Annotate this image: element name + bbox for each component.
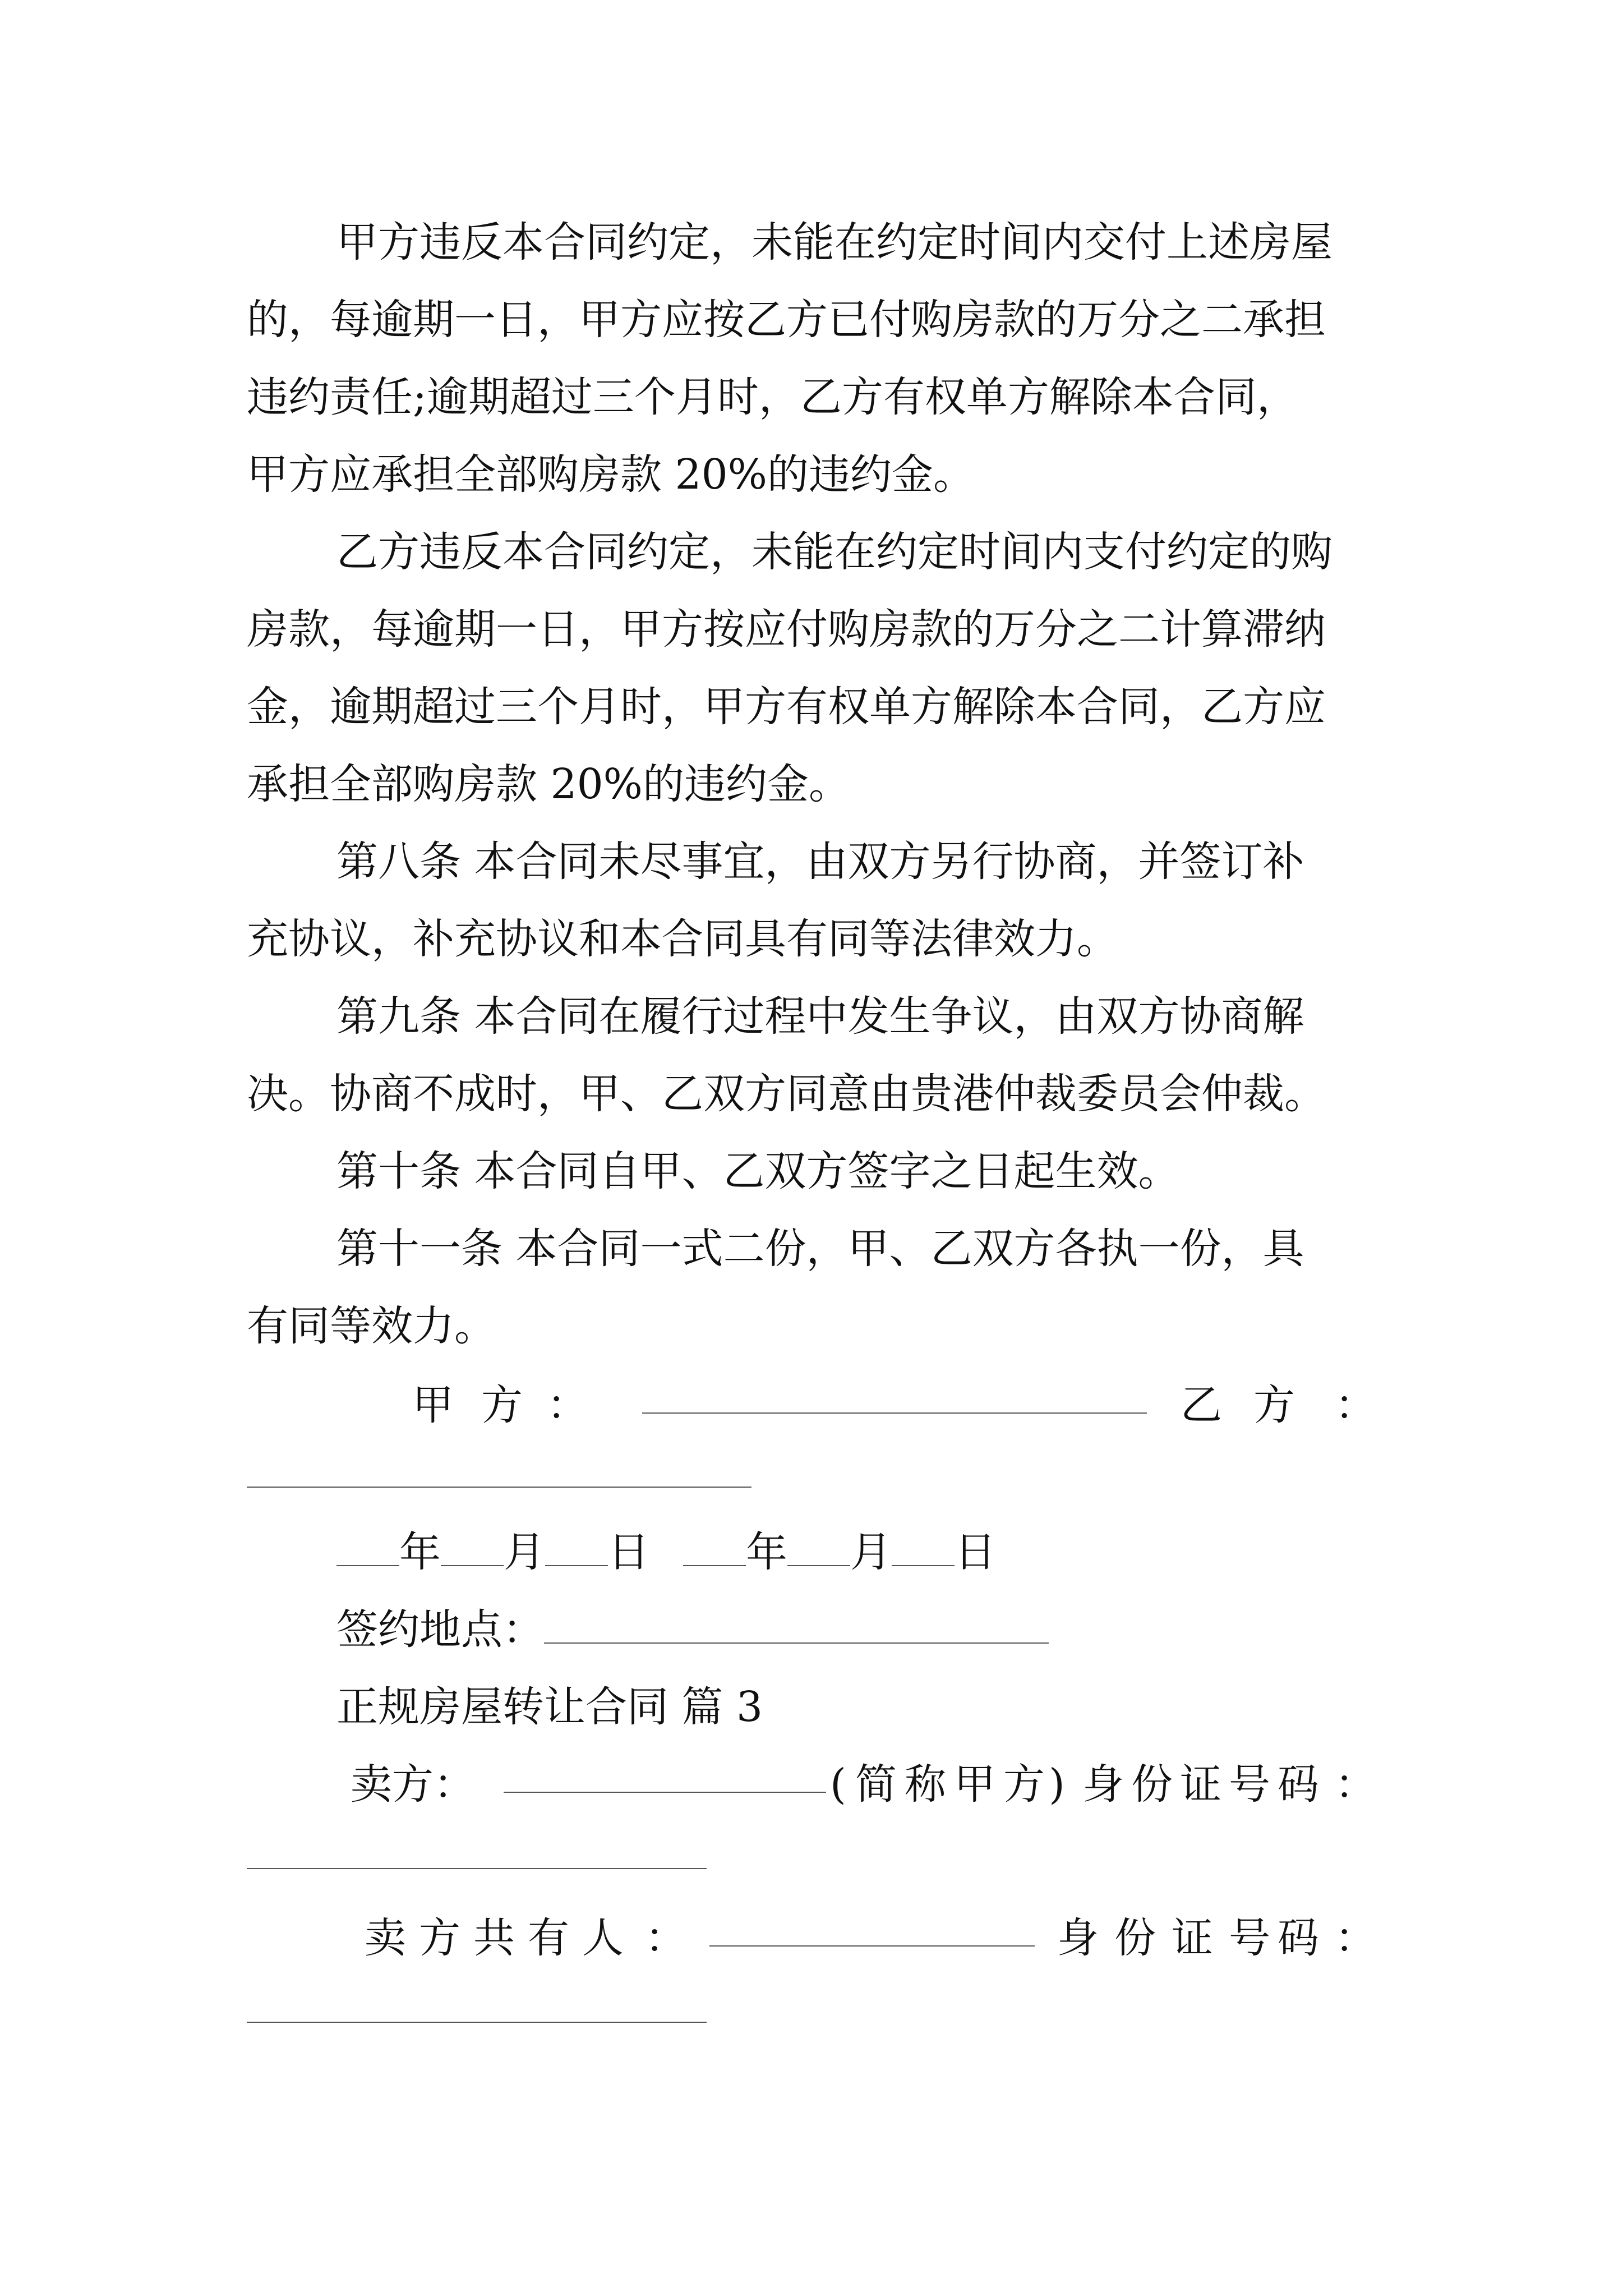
day-label: 日 [955, 1528, 996, 1576]
seller-abbr-char: 简 [855, 1760, 897, 1809]
paragraph-line: 违约责任;逾期超过三个月时，乙方有权单方解除本合同， [247, 373, 1298, 421]
month-label: 月 [850, 1528, 892, 1576]
seller-abbr-char: ( [830, 1760, 846, 1809]
party-a-label-char: 甲 [412, 1381, 454, 1429]
seller-id-label-char: ： [1335, 1760, 1376, 1809]
co-owner-label-char: 人 [582, 1914, 624, 1962]
seller-name-field[interactable] [504, 1792, 826, 1793]
year-label: 年 [399, 1528, 441, 1576]
section-title: 正规房屋转让合同 篇 3 [336, 1683, 763, 1731]
year-a-blank[interactable] [336, 1565, 399, 1566]
month-a-blank[interactable] [441, 1565, 504, 1566]
day-b-blank[interactable] [892, 1565, 955, 1566]
party-b-label-char: 方 [1253, 1381, 1295, 1429]
seller-id-label-char: 份 [1131, 1760, 1173, 1809]
article-8-line: 充协议，补充协议和本合同具有同等法律效力。 [247, 915, 1118, 963]
seller-id-label-char: 身 [1082, 1760, 1124, 1809]
seller-id-field[interactable] [247, 1868, 707, 1869]
co-owner-id-label-char: 份 [1114, 1914, 1156, 1962]
party-a-label-char: ： [547, 1381, 588, 1429]
co-owner-label-char: 卖 [365, 1914, 406, 1962]
year-b-blank[interactable] [683, 1565, 746, 1566]
co-owner-label-char: 共 [473, 1914, 515, 1962]
co-owner-id-label-char: 号 [1229, 1914, 1270, 1962]
year-label: 年 [746, 1528, 787, 1576]
article-11-line: 有同等效力。 [247, 1302, 496, 1350]
seller-abbr-char: 甲 [954, 1760, 995, 1809]
signing-place-field[interactable] [544, 1642, 1049, 1644]
co-owner-id-label-char: 证 [1172, 1914, 1213, 1962]
month-b-blank[interactable] [787, 1565, 850, 1566]
seller-abbr-char: 方 [1003, 1760, 1045, 1809]
article-8-line: 第八条 本合同未尽事宜，由双方另行协商，并签订补 [336, 838, 1304, 886]
party-b-label-char: 乙 [1181, 1381, 1222, 1429]
article-9-line: 决。协商不成时，甲、乙双方同意由贵港仲裁委员会仲裁。 [247, 1070, 1326, 1118]
seller-id-label-char: 证 [1180, 1760, 1221, 1809]
article-9-line: 第九条 本合同在履行过程中发生争议，由双方协商解 [336, 992, 1304, 1041]
paragraph-line: 乙方违反本合同约定，未能在约定时间内支付约定的购 [336, 528, 1332, 576]
article-10-line: 第十条 本合同自甲、乙双方签字之日起生效。 [336, 1147, 1180, 1195]
party-a-signature-field[interactable] [642, 1412, 1147, 1414]
paragraph-line: 甲方违反本合同约定，未能在约定时间内交付上述房屋 [336, 218, 1332, 266]
co-owner-id-label-char: ： [1335, 1914, 1376, 1962]
seller-label: 卖方： [351, 1760, 475, 1809]
seller-abbr-char: ) [1049, 1760, 1065, 1809]
paragraph-line: 承担全部购房款 20%的违约金。 [247, 760, 850, 808]
seller-id-label-char: 号 [1229, 1760, 1270, 1809]
co-owner-label-char: 方 [419, 1914, 460, 1962]
co-owner-name-field[interactable] [709, 1945, 1035, 1947]
day-a-blank[interactable] [545, 1565, 608, 1566]
co-owner-id-field[interactable] [247, 2022, 707, 2023]
party-b-label-char: ： [1335, 1381, 1376, 1429]
month-label: 月 [504, 1528, 545, 1576]
co-owner-id-label-char: 码 [1278, 1914, 1319, 1962]
signing-place-label: 签约地点： [336, 1605, 544, 1654]
signing-place [336, 1605, 1049, 1654]
party-b-signature-field[interactable] [247, 1487, 751, 1488]
co-owner-label-char: 有 [528, 1914, 569, 1962]
paragraph-line: 甲方应承担全部购房款 20%的违约金。 [247, 450, 975, 499]
co-owner-id-label-char: 身 [1057, 1914, 1099, 1962]
day-label: 日 [608, 1528, 649, 1576]
paragraph-line: 房款，每逾期一日，甲方按应付购房款的万分之二计算滞纳 [247, 605, 1326, 654]
seller-id-label-char: 码 [1278, 1760, 1319, 1809]
paragraph-line: 的，每逾期一日，甲方应按乙方已付购房款的万分之二承担 [247, 296, 1326, 344]
article-11-line: 第十一条 本合同一式二份，甲、乙双方各执一份，具 [336, 1225, 1304, 1273]
party-a-label-char: 方 [481, 1381, 523, 1429]
signing-dates [336, 1528, 996, 1576]
paragraph-line: 金，逾期超过三个月时，甲方有权单方解除本合同，乙方应 [247, 683, 1326, 731]
co-owner-label-char: ： [645, 1914, 686, 1962]
seller-abbr-char: 称 [905, 1760, 946, 1809]
